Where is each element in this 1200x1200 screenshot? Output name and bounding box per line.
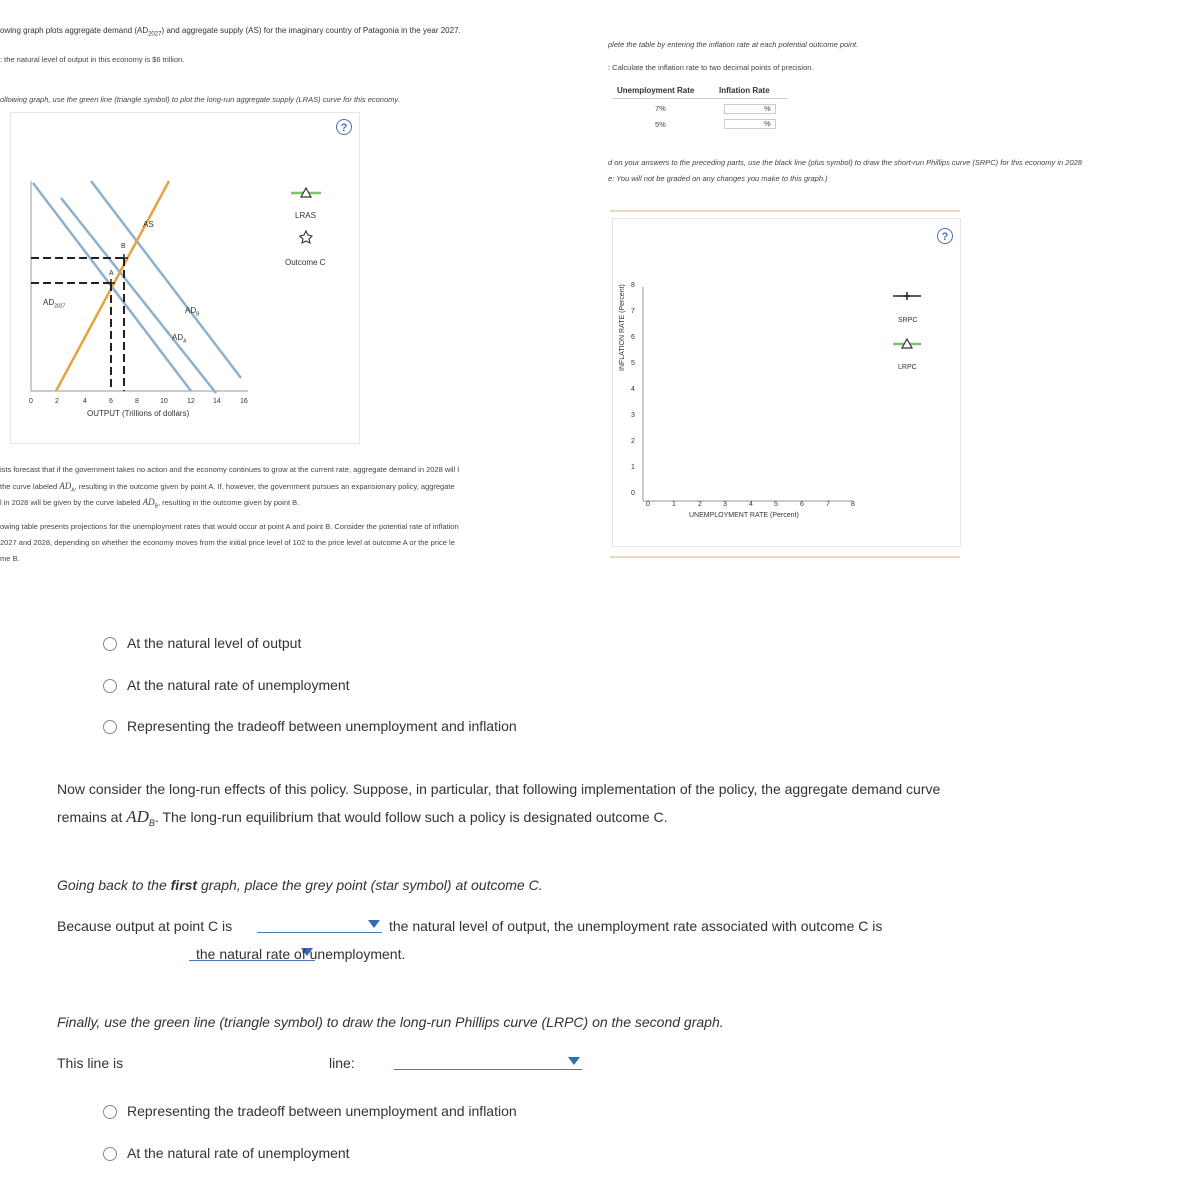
y-tick: 0 [631, 490, 635, 497]
ad-b-label: $AD_B$ [185, 306, 200, 318]
forecast-paragraph-l3: l in 2028 will be given by the curve labeled $AD_B$, resulting in the outcome given by point B. [0, 497, 300, 510]
line-type-dropdown[interactable] [394, 1055, 582, 1070]
x-tick: 3 [723, 501, 727, 508]
table-row-unemployment: 5% [655, 120, 666, 129]
table-header-inflation: Inflation Rate [719, 86, 770, 95]
percent-unit: % [764, 119, 771, 128]
option-tradeoff-2[interactable]: Representing the tradeoff between unemployment and inflation [103, 1103, 517, 1119]
x-tick: 10 [160, 398, 168, 405]
chevron-down-icon [568, 1057, 580, 1065]
chevron-down-icon [368, 920, 380, 928]
graph2-plot[interactable] [613, 219, 960, 546]
y-tick: 7 [631, 308, 635, 315]
table-paragraph-l2: 2027 and 2028, depending on whether the economy moves from the initial price level of 102 to the price level at outcome A or the price le [0, 538, 455, 547]
ad-2027-label: $AD_{2027}$ [43, 298, 66, 310]
line-suffix-text: line: [329, 1055, 355, 1071]
not-graded-note: e: You will not be graded on any changes you make to this graph.) [608, 174, 828, 183]
x-tick: 8 [851, 501, 855, 508]
y-axis-label: INFLATION RATE (Percent) [619, 284, 626, 371]
lrpc-legend-label: LRPC [898, 364, 917, 371]
srpc-instruction: d on your answers to the preceding parts, use the black line (plus symbol) to draw the short-run Phillips curve (SRPC) for this economy in 2028 [608, 158, 1082, 167]
x-tick: 14 [213, 398, 221, 405]
x-tick: 2 [698, 501, 702, 508]
graph1-instruction: ollowing graph, use the green line (triangle symbol) to plot the long-run aggregate supply (LRAS) curve for this economy. [0, 95, 400, 104]
x-tick: 1 [672, 501, 676, 508]
x-tick: 0 [646, 501, 650, 508]
table-instruction: plete the table by entering the inflation rate at each potential outcome point. [608, 40, 859, 49]
this-line-is-text: This line is [57, 1055, 124, 1071]
x-tick: 5 [774, 501, 778, 508]
help-icon[interactable]: ? [937, 228, 953, 244]
x-tick: 4 [749, 501, 753, 508]
ad-a-curve[interactable] [61, 198, 216, 393]
y-tick: 5 [631, 360, 635, 367]
section-divider-top [610, 210, 960, 212]
x-tick: 16 [240, 398, 248, 405]
outcome-c-star-tool[interactable] [299, 231, 312, 243]
ad-a-label: $AD_A$ [172, 333, 187, 345]
x-tick: 12 [187, 398, 195, 405]
radio-button[interactable] [103, 679, 117, 693]
table-row-unemployment: 7% [655, 104, 666, 113]
graph2-panel [612, 218, 961, 547]
forecast-paragraph-l1: ists forecast that if the government takes no action and the economy continues to grow at the current rate, aggregate demand in 2028 will l [0, 465, 460, 474]
x-tick: 4 [83, 398, 87, 405]
help-icon[interactable]: ? [336, 119, 352, 135]
x-tick: 7 [826, 501, 830, 508]
forecast-paragraph-l2: the curve labeled $AD_A$, resulting in the outcome given by point A. If, however, the government pursues an expansionary policy, aggregate [0, 481, 455, 494]
option-natural-unemployment-2[interactable]: At the natural rate of unemployment [103, 1145, 350, 1161]
point-b-label: B [121, 243, 126, 250]
long-run-paragraph-l2: remains at $AD_B$. The long-run equilibrium that would follow such a policy is designated outcome C. [57, 807, 668, 828]
radio-button[interactable] [103, 637, 117, 651]
x-axis-label: OUTPUT (Trillions of dollars) [87, 409, 190, 418]
outcome-c-legend-label: Outcome C [285, 258, 326, 267]
section-divider-bottom [610, 556, 960, 558]
y-tick: 6 [631, 334, 635, 341]
lras-legend-tool[interactable] [291, 188, 321, 197]
option-natural-unemployment[interactable]: At the natural rate of unemployment [103, 677, 350, 693]
y-tick: 3 [631, 412, 635, 419]
natural-rate-text: the natural rate of unemployment. [196, 946, 406, 962]
intro-line-1: owing graph plots aggregate demand $(AD_{2027})$ and aggregate supply (AS) for the imaginary country of Patagonia in the year 2027. [0, 26, 461, 38]
radio-button[interactable] [103, 1147, 117, 1161]
lras-legend-label: LRAS [295, 211, 316, 220]
natural-output-text: the natural level of output, the unemployment rate associated with outcome C is [389, 918, 883, 934]
as-label: AS [143, 220, 154, 229]
x-tick: 0 [29, 398, 33, 405]
graph1-panel [10, 112, 360, 444]
x-axis-label: UNEMPLOYMENT RATE (Percent) [689, 512, 799, 519]
output-comparison-dropdown[interactable] [257, 918, 382, 933]
y-tick: 8 [631, 282, 635, 289]
x-tick: 6 [800, 501, 804, 508]
srpc-legend-label: SRPC [898, 317, 918, 324]
table-paragraph-l3: me B. [0, 554, 20, 563]
lrpc-instruction: Finally, use the green line (triangle symbol) to draw the long-run Phillips curve (LRPC) on the second graph. [57, 1014, 724, 1030]
srpc-legend-tool[interactable] [893, 292, 921, 300]
place-point-instruction: Going back to the first graph, place the grey point (star symbol) at outcome C. [57, 877, 543, 893]
percent-unit: % [764, 104, 771, 113]
graph1-plot[interactable] [11, 113, 359, 443]
y-tick: 4 [631, 386, 635, 393]
because-output-text: Because output at point C is [57, 918, 233, 934]
long-run-paragraph-l1: Now consider the long-run effects of this policy. Suppose, in particular, that following implementation of the policy, the aggregate demand curve [57, 781, 941, 797]
table-paragraph-l1: owing table presents projections for the unemployment rates that would occur at point A and point B. Consider the potential rate of inflation [0, 522, 459, 531]
intro-line-2: : the natural level of output in this economy is $6 trillion. [0, 55, 185, 64]
option-natural-output[interactable]: At the natural level of output [103, 635, 301, 651]
option-tradeoff[interactable]: Representing the tradeoff between unemployment and inflation [103, 718, 517, 734]
ad-b-curve[interactable] [91, 181, 241, 378]
y-tick: 1 [631, 464, 635, 471]
radio-button[interactable] [103, 1105, 117, 1119]
point-a-label: A [109, 270, 114, 277]
x-tick: 2 [55, 398, 59, 405]
y-tick: 2 [631, 438, 635, 445]
radio-button[interactable] [103, 720, 117, 734]
table-header-unemployment: Unemployment Rate [617, 86, 695, 95]
table-divider [612, 98, 788, 99]
x-tick: 6 [109, 398, 113, 405]
precision-hint: : Calculate the inflation rate to two decimal points of precision. [608, 63, 814, 72]
lrpc-legend-tool[interactable] [893, 339, 921, 348]
x-tick: 8 [135, 398, 139, 405]
